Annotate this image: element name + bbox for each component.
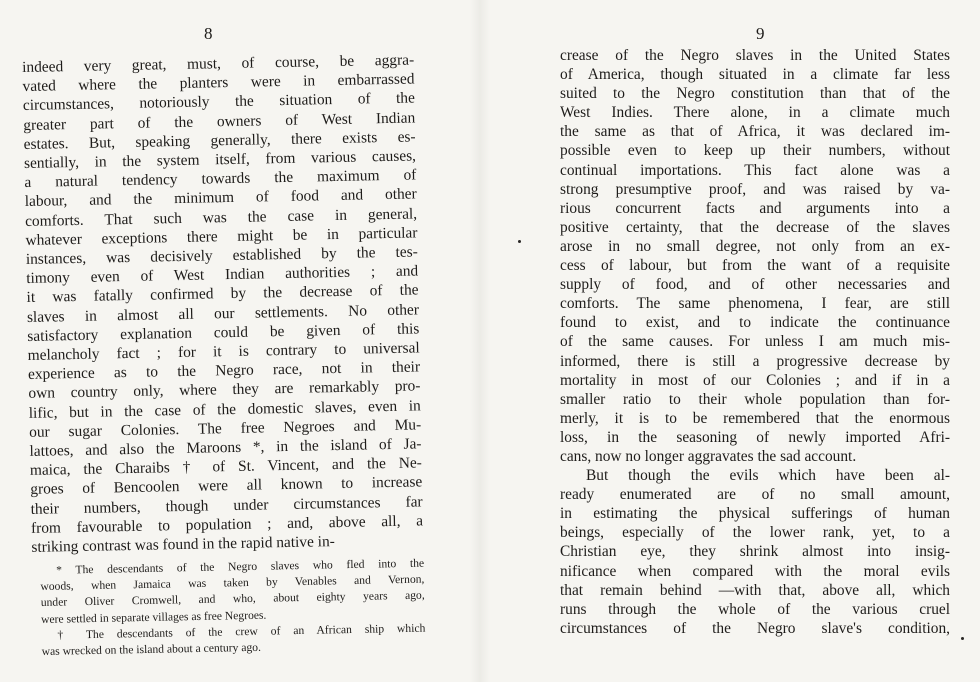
text-line: it was fatally confirmed by the decrease of the [26, 281, 419, 307]
right-body-text [560, 46, 950, 638]
text-line: smaller ratio to their whole population than for- [560, 390, 950, 408]
footnote-line: woods, when Jamaica was taken by Venables and Vernon, [40, 572, 425, 594]
text-line: experience as to the Negro race, not in their [27, 358, 421, 384]
text-line: striking contrast was found in the rapid native in- [31, 533, 335, 556]
text-line: mortality in most of our Colonies ; and if in a [560, 371, 950, 389]
text-line: that remain behind —with that, above all, which [560, 581, 950, 599]
text-line: groes of Bencoolen were all known to increase [30, 473, 423, 499]
text-line: cess of labour, but from the want of a requisite [560, 257, 950, 275]
text-line: circumstances, notoriously the situation of the [22, 89, 416, 115]
page-gutter [470, 0, 490, 682]
text-line: loss, in the seasoning of newly imported Afri- [560, 428, 950, 446]
text-line: the same as that of Africa, it was declared im- [560, 123, 950, 141]
text-line: ready enumerated are of no small amount, [560, 486, 950, 504]
text-line: runs through the whole of the various cruel [560, 600, 950, 618]
text-line: nificance when compared with the moral evils [560, 562, 950, 580]
text-line: own country only, where they are remarkably pro- [28, 377, 421, 403]
text-line: beings, especially of the lower rank, yet, to a [560, 524, 950, 542]
text-line: cans, now no longer aggravates the sad account. [560, 447, 857, 465]
text-line: arose in no small degree, not only from an ex- [560, 237, 950, 255]
footnotes [40, 556, 426, 661]
text-line: comforts. That such was the case in general, [24, 205, 418, 230]
text-line: informed, there is still a progressive decrease by [560, 352, 950, 370]
text-line: from favourable to population ; and, above all, a [30, 512, 424, 537]
text-line: our sugar Colonies. The free Negroes and Mu- [29, 416, 422, 441]
footnote-line: * The descendants of the Negro slaves who fled into the [56, 556, 425, 577]
text-line: supply of food, and of other necessaries and [560, 276, 950, 294]
text-line: suited to the Negro constitution than that of the [560, 85, 950, 103]
text-line: instances, was decisively established by the tes- [25, 243, 418, 268]
text-line: vated where the planters were in embarrassed [22, 70, 415, 96]
page-number-right: 9 [756, 24, 765, 43]
text-line: timony even of West Indian authorities ; and [26, 262, 419, 288]
text-line: lattoes, and also the Maroons *, in the island of Ja- [29, 435, 422, 460]
text-line: maica, the Charaibs † of St. Vincent, and the Ne- [29, 454, 423, 480]
ink-speck [518, 240, 521, 243]
text-line: rious concurrent facts and arguments into a [560, 199, 950, 217]
text-line: melancholy fact ; for it is contrary to universal [27, 339, 420, 364]
footnote-charaibs [41, 620, 426, 660]
text-line: merly, it is to be remembered that the enormous [560, 409, 950, 427]
footnote-maroons [40, 556, 425, 628]
text-line: of the same causes. For unless I am much mis- [560, 333, 950, 351]
text-line: lific, but in the case of the domestic slaves, even in [28, 397, 421, 422]
footnote-line: was wrecked on the island about a century ago. [41, 640, 262, 658]
footnote-line: under Oliver Cromwell, and who, about eighty years ago, [40, 589, 425, 610]
text-line: greater part of the owners of West Indian [23, 109, 416, 134]
text-line: estates. But, speaking generally, there exists es- [23, 128, 416, 153]
text-line: satisfactory explanation could be given of this [27, 320, 420, 345]
text-line: But though the evils which have been al- [586, 467, 950, 485]
ink-speck [961, 637, 964, 640]
text-line: strong presumptive proof, and was raised by va- [560, 180, 950, 198]
text-line: comforts. The same phenomena, I fear, are still [560, 295, 950, 313]
page-number-left: 8 [204, 24, 213, 43]
text-line: continual importations. This fact alone was a [560, 161, 950, 179]
text-line: of America, though situated in a climate far less [560, 66, 950, 84]
text-line: found to exist, and to indicate the continuance [560, 314, 950, 332]
footnote-line: † The descendants of the crew of an African ship which [57, 621, 426, 642]
right-page [490, 0, 980, 682]
text-line: indeed very great, must, of course, be aggra- [22, 51, 415, 76]
text-line: Christian eye, they shrink almost into insig- [560, 543, 950, 561]
text-line: their numbers, though under circumstances far [30, 493, 423, 518]
text-line: a natural tendency towards the maximum of [24, 166, 417, 192]
text-line: positive certainty, that the decrease of the slaves [560, 218, 950, 236]
text-line: in estimating the physical sufferings of human [560, 505, 950, 523]
text-line: slaves in almost all our settlements. No other [26, 301, 420, 326]
left-body-text [22, 50, 424, 557]
text-line: labour, and the minimum of food and other [24, 185, 417, 211]
text-line: whatever exceptions there might be in particular [25, 224, 418, 249]
left-page [0, 0, 470, 682]
text-line: crease of the Negro slaves in the United States [560, 47, 950, 64]
footnote-line: were settled in separate villages as free Negroes. [40, 608, 267, 626]
text-line: sentially, in the system itself, from various causes, [23, 147, 417, 172]
text-line: possible even to keep up their numbers, without [560, 142, 950, 160]
text-line: circumstances of the Negro slave's condition, [560, 619, 950, 637]
text-line: West Indies. There alone, in a climate much [560, 104, 950, 122]
